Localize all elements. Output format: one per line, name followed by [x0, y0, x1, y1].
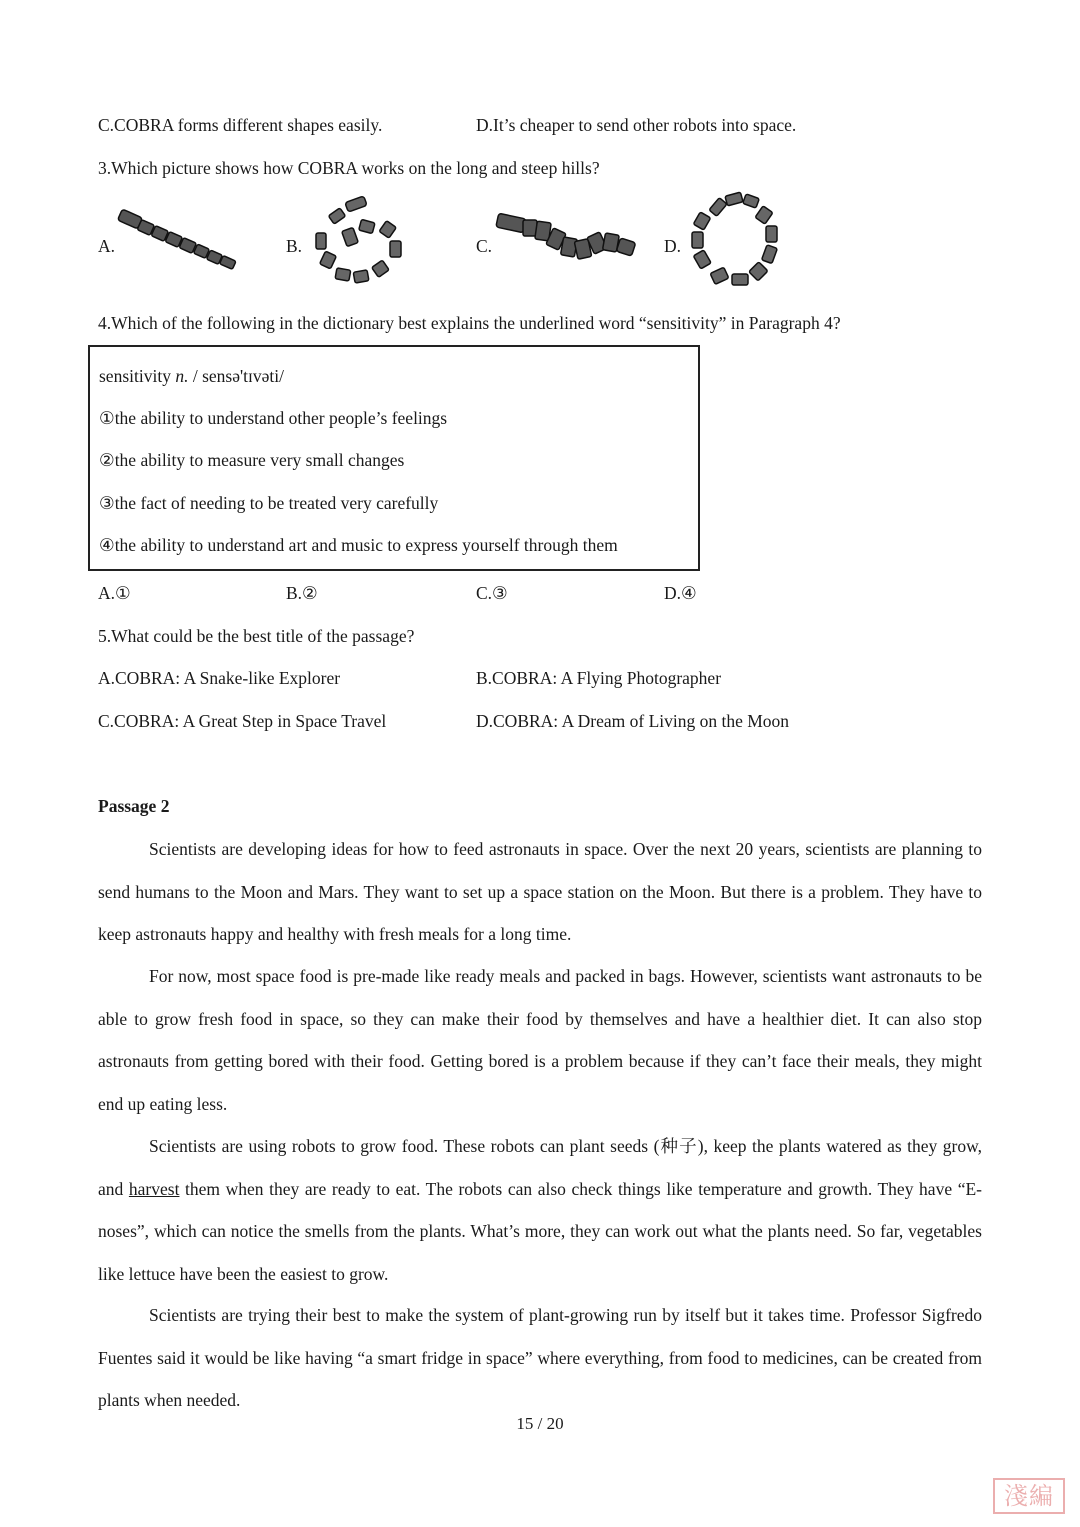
q2-option-d: D.It’s cheaper to send other robots into space.: [476, 115, 797, 135]
q4-question: 4.Which of the following in the dictionary best explains the underlined word “sensitivity” in Paragraph 4?: [98, 313, 841, 333]
passage-heading: Passage 2: [98, 796, 170, 816]
passage-paragraph-3: [98, 1125, 982, 1295]
dictionary-definition: ③the fact of needing to be treated very carefully: [99, 493, 439, 513]
dictionary-definition: ④the ability to understand art and music to express yourself through them: [99, 535, 618, 555]
q4-option-c: C.③: [476, 583, 508, 603]
dictionary-part-of-speech: n.: [175, 366, 189, 386]
q5-option-d: D.COBRA: A Dream of Living on the Moon: [476, 711, 790, 731]
seal-stamp: 淺編: [993, 1478, 1065, 1514]
q5-option-b: B.COBRA: A Flying Photographer: [476, 668, 722, 688]
q5-question: 5.What could be the best title of the passage?: [98, 626, 415, 646]
q5-option-c: C.COBRA: A Great Step in Space Travel: [98, 711, 387, 731]
dictionary-headword: sensitivity: [99, 366, 171, 386]
q4-option-b: B.②: [286, 583, 318, 603]
dictionary-headword-line: [99, 365, 284, 387]
cobra-wavy-picture: [495, 210, 643, 270]
dictionary-entry-box: [88, 345, 700, 571]
q4-option-d: D.④: [664, 583, 697, 603]
dictionary-definition: ②the ability to measure very small changes: [99, 450, 405, 470]
dictionary-definition: ①the ability to understand other people’s feelings: [99, 408, 448, 428]
underlined-word-harvest: harvest: [128, 1178, 180, 1199]
q2-option-c: C.COBRA forms different shapes easily.: [98, 115, 383, 135]
q3-question: 3.Which picture shows how COBRA works on the long and steep hills?: [98, 158, 600, 178]
paragraph-3-start: Scientists are using robots to grow food. These robots can plant seeds (种子), keep the plants watered as they grow, and: [98, 1136, 982, 1199]
cobra-closed-ring-picture: [686, 192, 782, 296]
paragraph-3-end: them when they are ready to eat. The robots can also check things like temperature and growth. They have “E-noses”, which can notice the smells from the plants. What’s more, they can work out what the plants need. So far, vegetables like lettuce have been the easiest to grow.: [98, 1178, 982, 1284]
q3-label-d: D.: [664, 236, 682, 256]
cobra-straight-picture: [115, 205, 245, 277]
dictionary-phonetic: / sensə'tɪvəti/: [192, 366, 284, 386]
q3-label-a: A.: [98, 236, 116, 256]
q3-label-c: C.: [476, 236, 493, 256]
q3-label-b: B.: [286, 236, 303, 256]
page-number: 15 / 20: [516, 1414, 564, 1433]
passage-paragraph-2: For now, most space food is pre-made like ready meals and packed in bags. However, scientists want astronauts to be able to grow fresh food in space, so they can make their food by themselves and have a healthier diet. It can also stop astronauts from getting bored with their food. Getting bored is a problem because if they can’t face their meals, they might end up eating less.: [98, 966, 982, 1114]
q4-option-a: A.①: [98, 583, 131, 603]
passage-paragraph-4: Scientists are trying their best to make the system of plant-growing run by itself but it takes time. Professor Sigfredo Fuentes said it would be like having “a smart fridge in space” where everything, from food to medicines, can be created from plants when needed.: [98, 1305, 982, 1410]
q5-option-a: A.COBRA: A Snake-like Explorer: [98, 668, 341, 688]
cobra-loose-ring-picture: [308, 195, 414, 291]
passage-paragraph-1: Scientists are developing ideas for how to feed astronauts in space. Over the next 20 years, scientists are planning to send humans to the Moon and Mars. They want to set up a space station on the Moon. But there is a problem. They have to keep astronauts happy and healthy with fresh meals for a long time.: [98, 839, 982, 944]
